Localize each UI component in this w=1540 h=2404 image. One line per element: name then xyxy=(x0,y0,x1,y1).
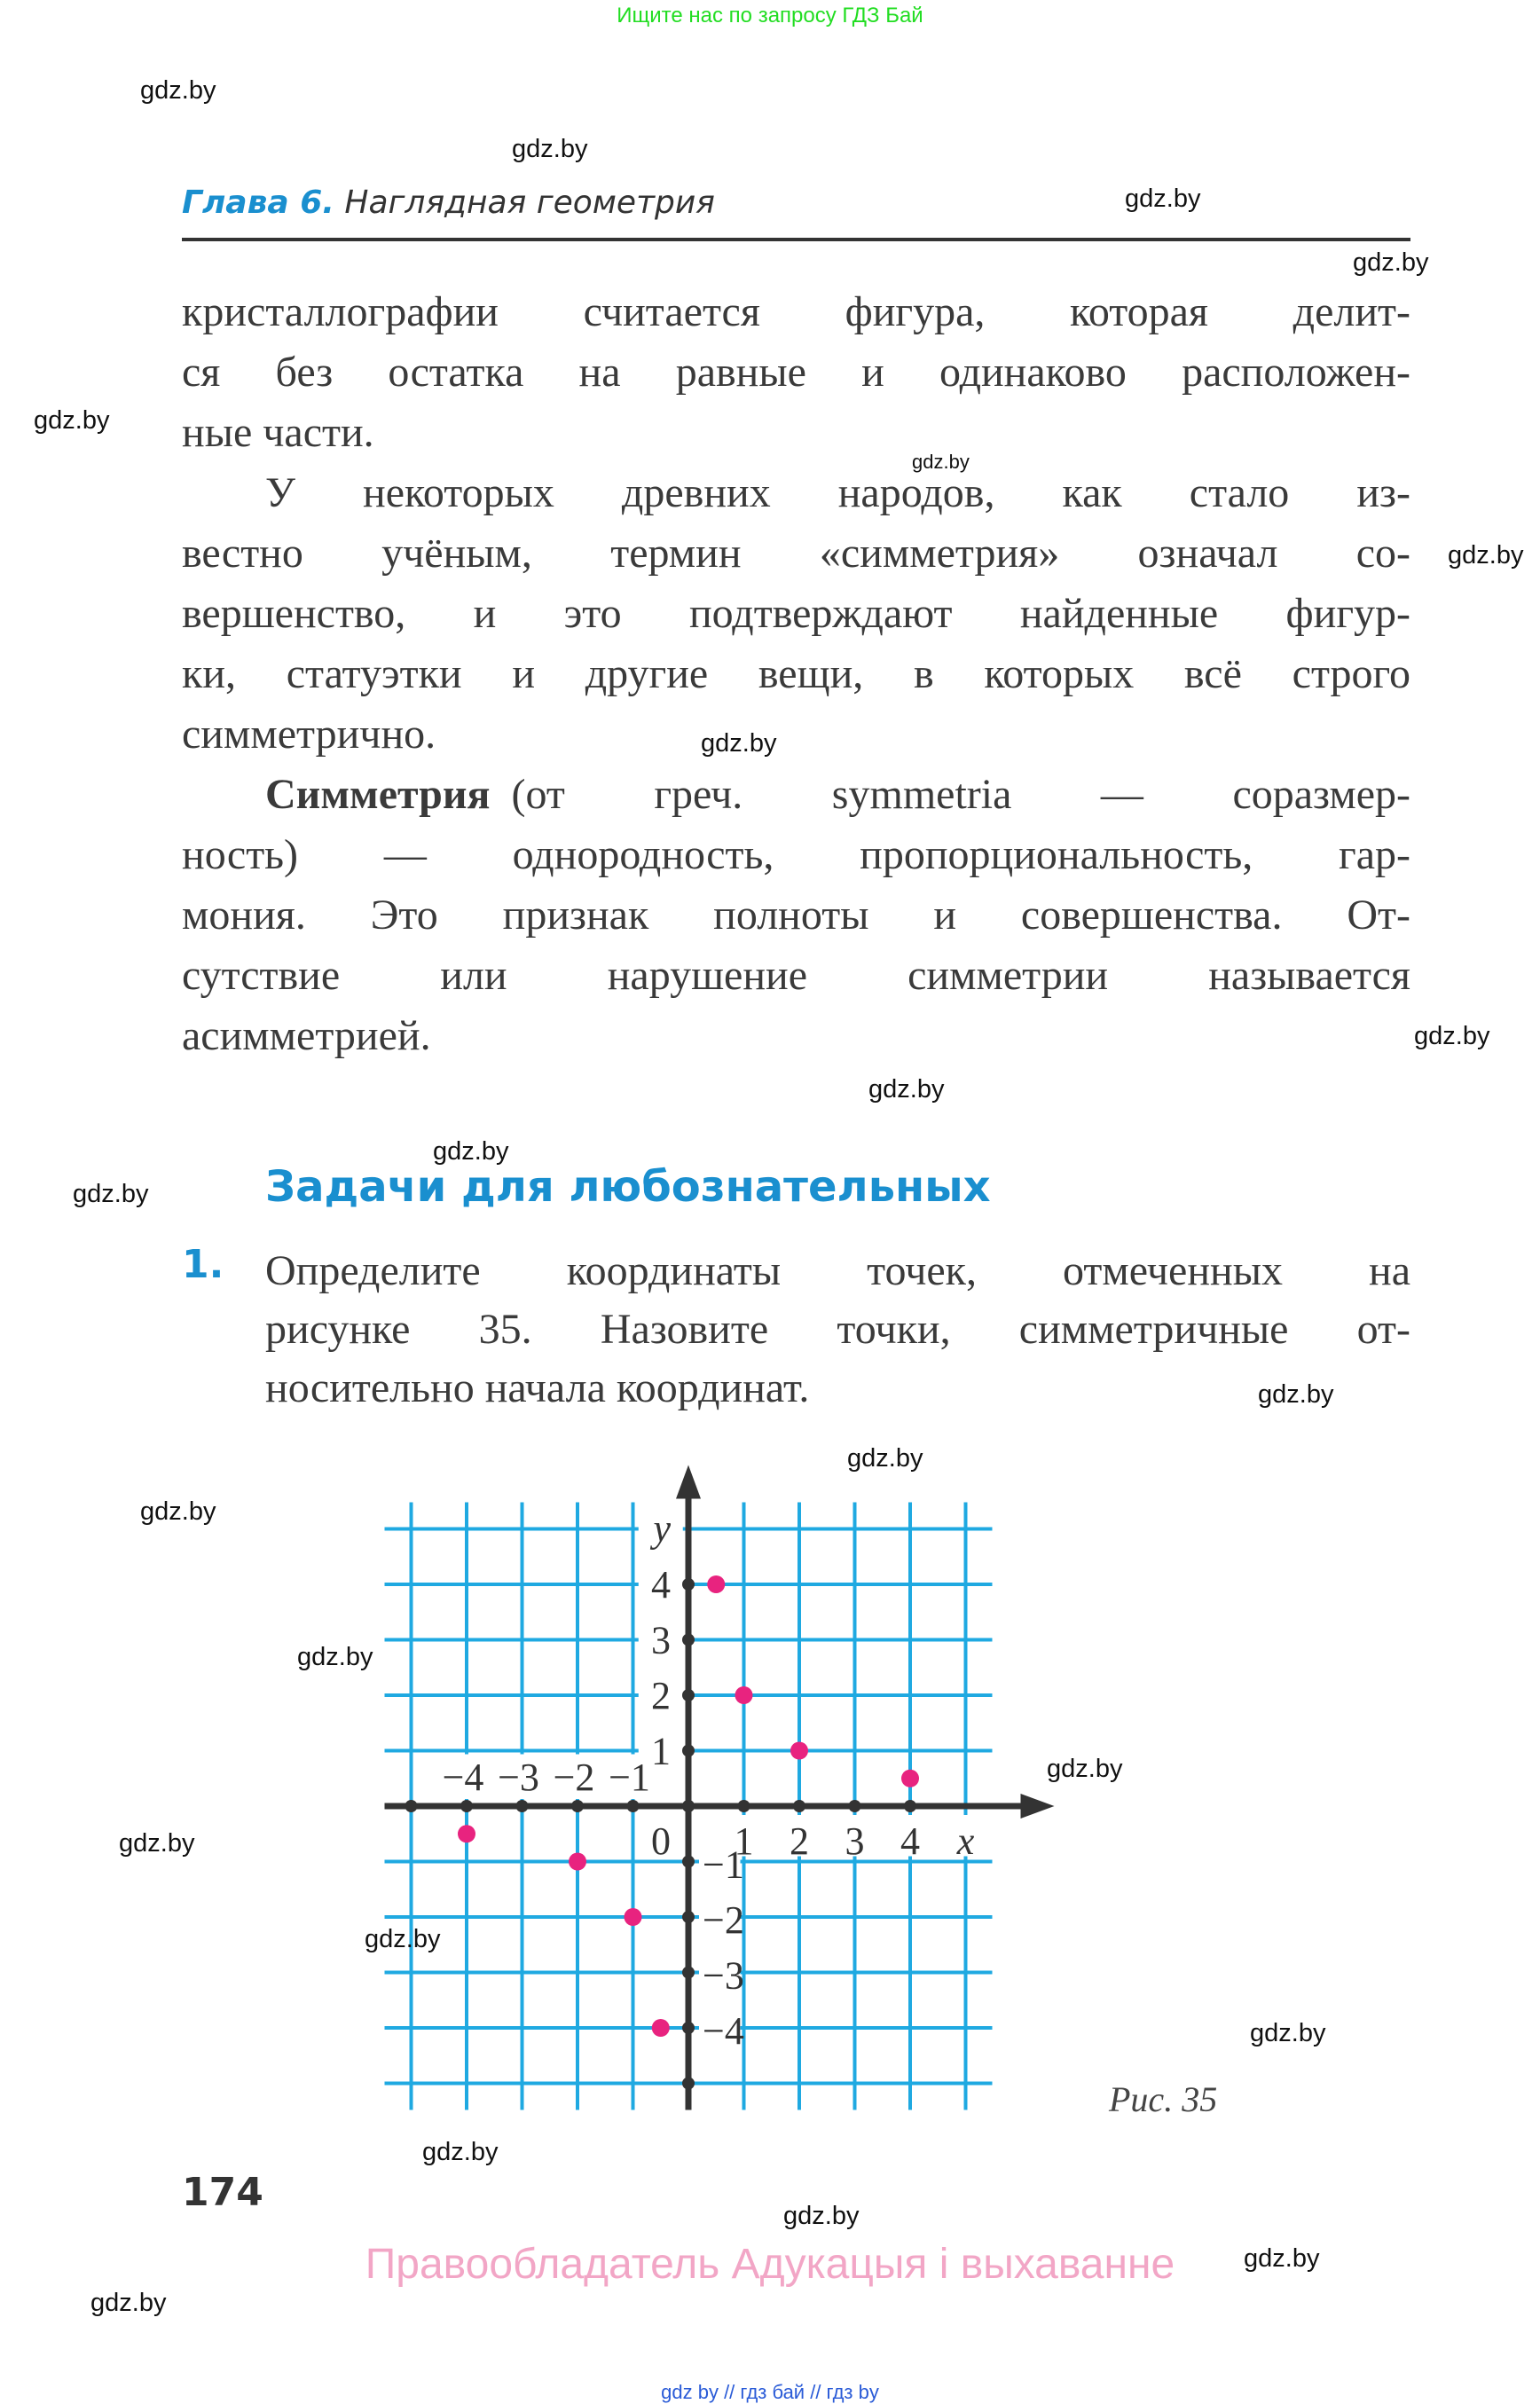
x-tick-label: −1 xyxy=(609,1756,650,1799)
task-line: Определите координаты точек, отмеченных на xyxy=(265,1247,1410,1294)
x-axis-tick xyxy=(627,1800,640,1812)
x-axis-tick xyxy=(571,1800,584,1812)
watermark: gdz.by xyxy=(119,1829,195,1858)
x-tick-label: 4 xyxy=(900,1819,920,1863)
x-tick-label: −2 xyxy=(553,1756,595,1799)
x-axis-tick xyxy=(516,1800,529,1812)
text-line: сутствие или нарушение симметрии называется xyxy=(182,952,1410,999)
watermark: gdz.by xyxy=(701,729,777,758)
footer-links: gdz by // гдз бай // гдз by xyxy=(661,2381,879,2403)
task-number: 1. xyxy=(182,1242,224,1287)
watermark: gdz.by xyxy=(1448,541,1524,570)
chapter-label: Глава 6. xyxy=(182,185,334,221)
watermark: gdz.by xyxy=(912,451,970,473)
watermark: gdz.by xyxy=(365,1925,441,1953)
x-axis-tick xyxy=(405,1800,418,1812)
text-line: ки, статуэтки и другие вещи, в которых всё строго xyxy=(182,650,1410,697)
watermark: gdz.by xyxy=(297,1643,373,1671)
y-axis-tick xyxy=(682,1911,695,1923)
watermark: gdz.by xyxy=(1353,248,1429,277)
chapter-title: Наглядная геометрия xyxy=(344,185,715,221)
x-axis-arrow-icon xyxy=(1021,1794,1055,1819)
x-axis-tick xyxy=(738,1800,750,1812)
y-tick-label: −3 xyxy=(703,1953,744,1998)
y-axis-tick xyxy=(682,1800,695,1812)
watermark: gdz.by xyxy=(90,2289,167,2317)
data-point xyxy=(625,1908,642,1926)
search-banner: Ищите нас по запросу ГДЗ Бай xyxy=(617,4,923,27)
y-tick-label: 4 xyxy=(651,1563,671,1607)
y-axis-tick xyxy=(682,2022,695,2034)
figure-caption: Рис. 35 xyxy=(1109,2079,1218,2119)
watermark: gdz.by xyxy=(433,1137,509,1166)
y-tick-label: 2 xyxy=(651,1674,671,1717)
text-line: кристаллографии считается фигура, которая делит- xyxy=(182,288,1410,335)
watermark: gdz.by xyxy=(1125,185,1201,213)
text-line: симметрично. xyxy=(182,711,436,758)
text-line: мония. Это признак полноты и совершенства. От- xyxy=(182,892,1410,939)
task-line: носительно начала координат. xyxy=(265,1364,810,1411)
watermark: gdz.by xyxy=(1047,1755,1123,1783)
text-line: ность) — однородность, пропорциональность, гар- xyxy=(182,831,1410,878)
y-axis-label: y xyxy=(653,1506,671,1551)
data-point xyxy=(569,1853,586,1871)
rights-holder: Правообладатель Адукацыя і выхаванне xyxy=(365,2241,1175,2288)
watermark: gdz.by xyxy=(140,1497,216,1526)
term-symmetry: Симметрия xyxy=(265,771,491,818)
y-tick-label: 3 xyxy=(651,1618,671,1662)
text-fragment: (от греч. symmetria — соразмер- xyxy=(511,771,1410,818)
data-point xyxy=(790,1742,808,1760)
y-tick-label: 1 xyxy=(651,1729,671,1773)
y-tick-label: −4 xyxy=(703,2009,744,2053)
watermark: gdz.by xyxy=(73,1180,149,1208)
section-heading: Задачи для любознательных xyxy=(265,1162,991,1212)
page-number: 174 xyxy=(182,2170,263,2215)
x-axis-label: x xyxy=(956,1819,975,1863)
x-axis-tick xyxy=(460,1800,473,1812)
y-axis-tick xyxy=(682,1634,695,1646)
x-axis-tick xyxy=(904,1800,916,1812)
data-point xyxy=(901,1770,919,1787)
text-line: асимметрией. xyxy=(182,1012,431,1059)
x-tick-label: 2 xyxy=(790,1819,809,1863)
watermark: gdz.by xyxy=(140,76,216,105)
watermark: gdz.by xyxy=(422,2138,499,2166)
x-axis-tick xyxy=(793,1800,805,1812)
text-line: ся без остатка на равные и одинаково расположен- xyxy=(182,349,1410,396)
watermark: gdz.by xyxy=(34,406,110,435)
y-axis-tick xyxy=(682,2078,695,2090)
y-axis-tick xyxy=(682,1967,695,1979)
watermark: gdz.by xyxy=(1414,1022,1490,1050)
text-line: ные части. xyxy=(182,409,374,456)
data-point xyxy=(458,1825,475,1842)
y-axis-tick xyxy=(682,1578,695,1591)
data-point xyxy=(707,1575,725,1593)
x-tick-label: −3 xyxy=(498,1756,539,1799)
watermark: gdz.by xyxy=(1258,1380,1334,1409)
y-axis-tick xyxy=(682,1856,695,1868)
watermark: gdz.by xyxy=(783,2202,860,2230)
x-tick-label: 3 xyxy=(845,1819,865,1863)
task-line: рисунке 35. Назовите точки, симметричные от- xyxy=(265,1306,1410,1353)
y-axis-tick xyxy=(682,1689,695,1701)
x-tick-label: −4 xyxy=(442,1756,484,1799)
text-line: вестно учёным, термин «симметрия» означал со- xyxy=(182,530,1410,577)
watermark: gdz.by xyxy=(868,1075,945,1104)
watermark: gdz.by xyxy=(847,1444,923,1473)
watermark: gdz.by xyxy=(1244,2244,1320,2273)
data-point xyxy=(735,1686,753,1704)
y-axis-arrow-icon xyxy=(676,1465,701,1499)
y-tick-label: −2 xyxy=(703,1898,744,1942)
x-axis-tick xyxy=(849,1800,861,1812)
origin-label: 0 xyxy=(651,1819,671,1863)
watermark: gdz.by xyxy=(1250,2019,1326,2047)
x-tick-label: 1 xyxy=(734,1819,754,1863)
text-line: У некоторых древних народов, как стало из- xyxy=(265,469,1410,516)
y-tick-label: −1 xyxy=(703,1842,744,1887)
watermark: gdz.by xyxy=(512,135,588,163)
y-axis-tick xyxy=(682,1745,695,1757)
data-point xyxy=(652,2019,670,2037)
text-line: вершенство, и это подтверждают найденные фигур- xyxy=(182,590,1410,637)
